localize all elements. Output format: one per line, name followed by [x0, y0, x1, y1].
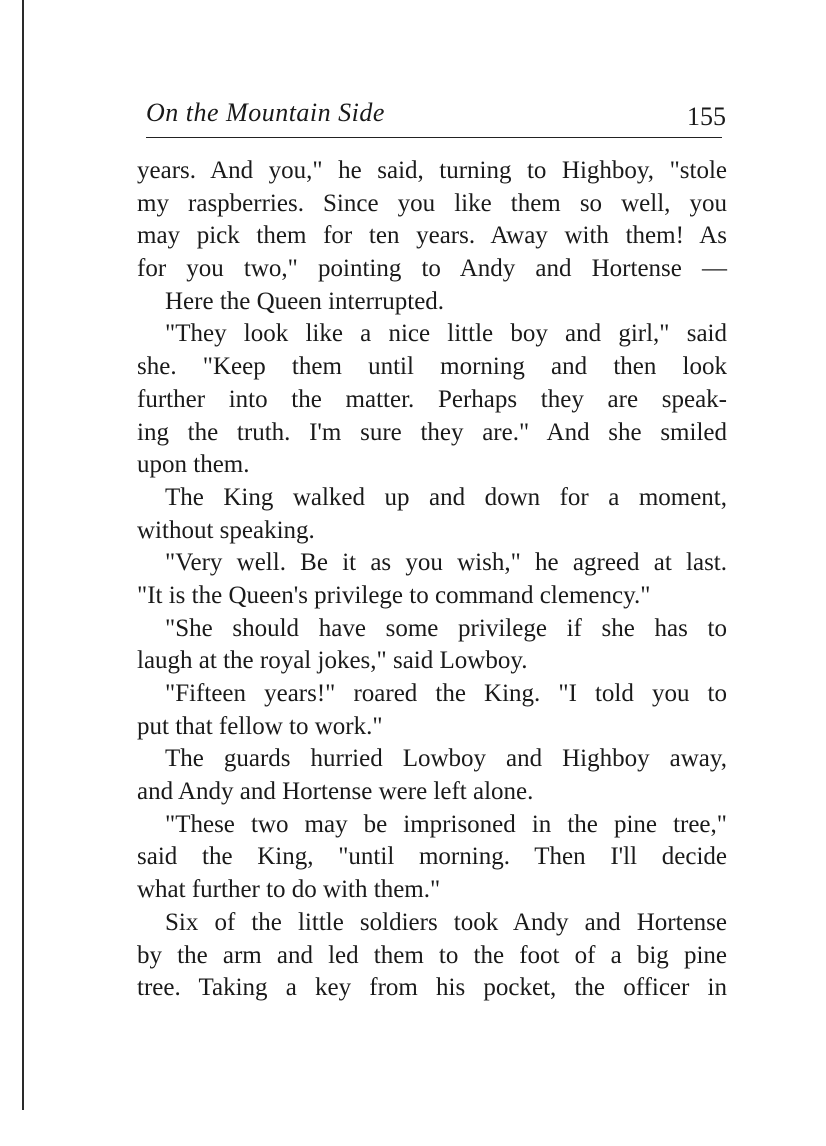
text-line: for you two," pointing to Andy and Hortense — — [137, 255, 727, 283]
text-line: put that fellow to work." — [137, 712, 383, 740]
header-rule — [146, 137, 722, 138]
text-line: Six of the little soldiers took Andy and Hortense — [165, 908, 727, 936]
text-line: and Andy and Hortense were left alone. — [137, 778, 534, 806]
scan-edge-line — [22, 0, 24, 1110]
text-line: my raspberries. Since you like them so well, you — [137, 189, 727, 217]
text-line: years. And you," he said, turning to Highboy, "stole — [137, 157, 727, 184]
text-line: Here the Queen interrupted. — [165, 287, 445, 315]
text-line: what further to do with them." — [137, 876, 441, 904]
text-line: The King walked up and down for a moment, — [165, 483, 727, 511]
text-line: "Very well. Be it as you wish," he agreed at last. — [165, 549, 727, 577]
page-header — [146, 98, 728, 136]
text-line: "It is the Queen's privilege to command clemency." — [137, 581, 651, 609]
text-line: by the arm and led them to the foot of a big pine — [137, 941, 727, 969]
text-line: said the King, "until morning. Then I'll decide — [137, 843, 727, 871]
text-line: upon them. — [137, 451, 250, 479]
body-text — [137, 155, 727, 1005]
text-line: "Fifteen years!" roared the King. "I told you to — [165, 680, 727, 707]
text-line: she. "Keep them until morning and then look — [137, 353, 727, 381]
text-line: further into the matter. Perhaps they are speak- — [137, 385, 727, 413]
text-line: "These two may be imprisoned in the pine tree," — [165, 810, 727, 838]
text-line: tree. Taking a key from his pocket, the officer in — [137, 974, 727, 1002]
text-line: laugh at the royal jokes," said Lowboy. — [137, 647, 528, 675]
text-line: "They look like a nice little boy and girl," said — [165, 320, 727, 348]
text-line: without speaking. — [137, 516, 315, 544]
text-line: The guards hurried Lowboy and Highboy away, — [165, 745, 727, 773]
page-number: 155 — [687, 102, 726, 131]
text-line: may pick them for ten years. Away with them! As — [137, 222, 727, 250]
running-title: On the Mountain Side — [146, 98, 385, 127]
text-line: "She should have some privilege if she has to — [165, 614, 727, 642]
text-line: ing the truth. I'm sure they are." And she smiled — [137, 418, 727, 446]
